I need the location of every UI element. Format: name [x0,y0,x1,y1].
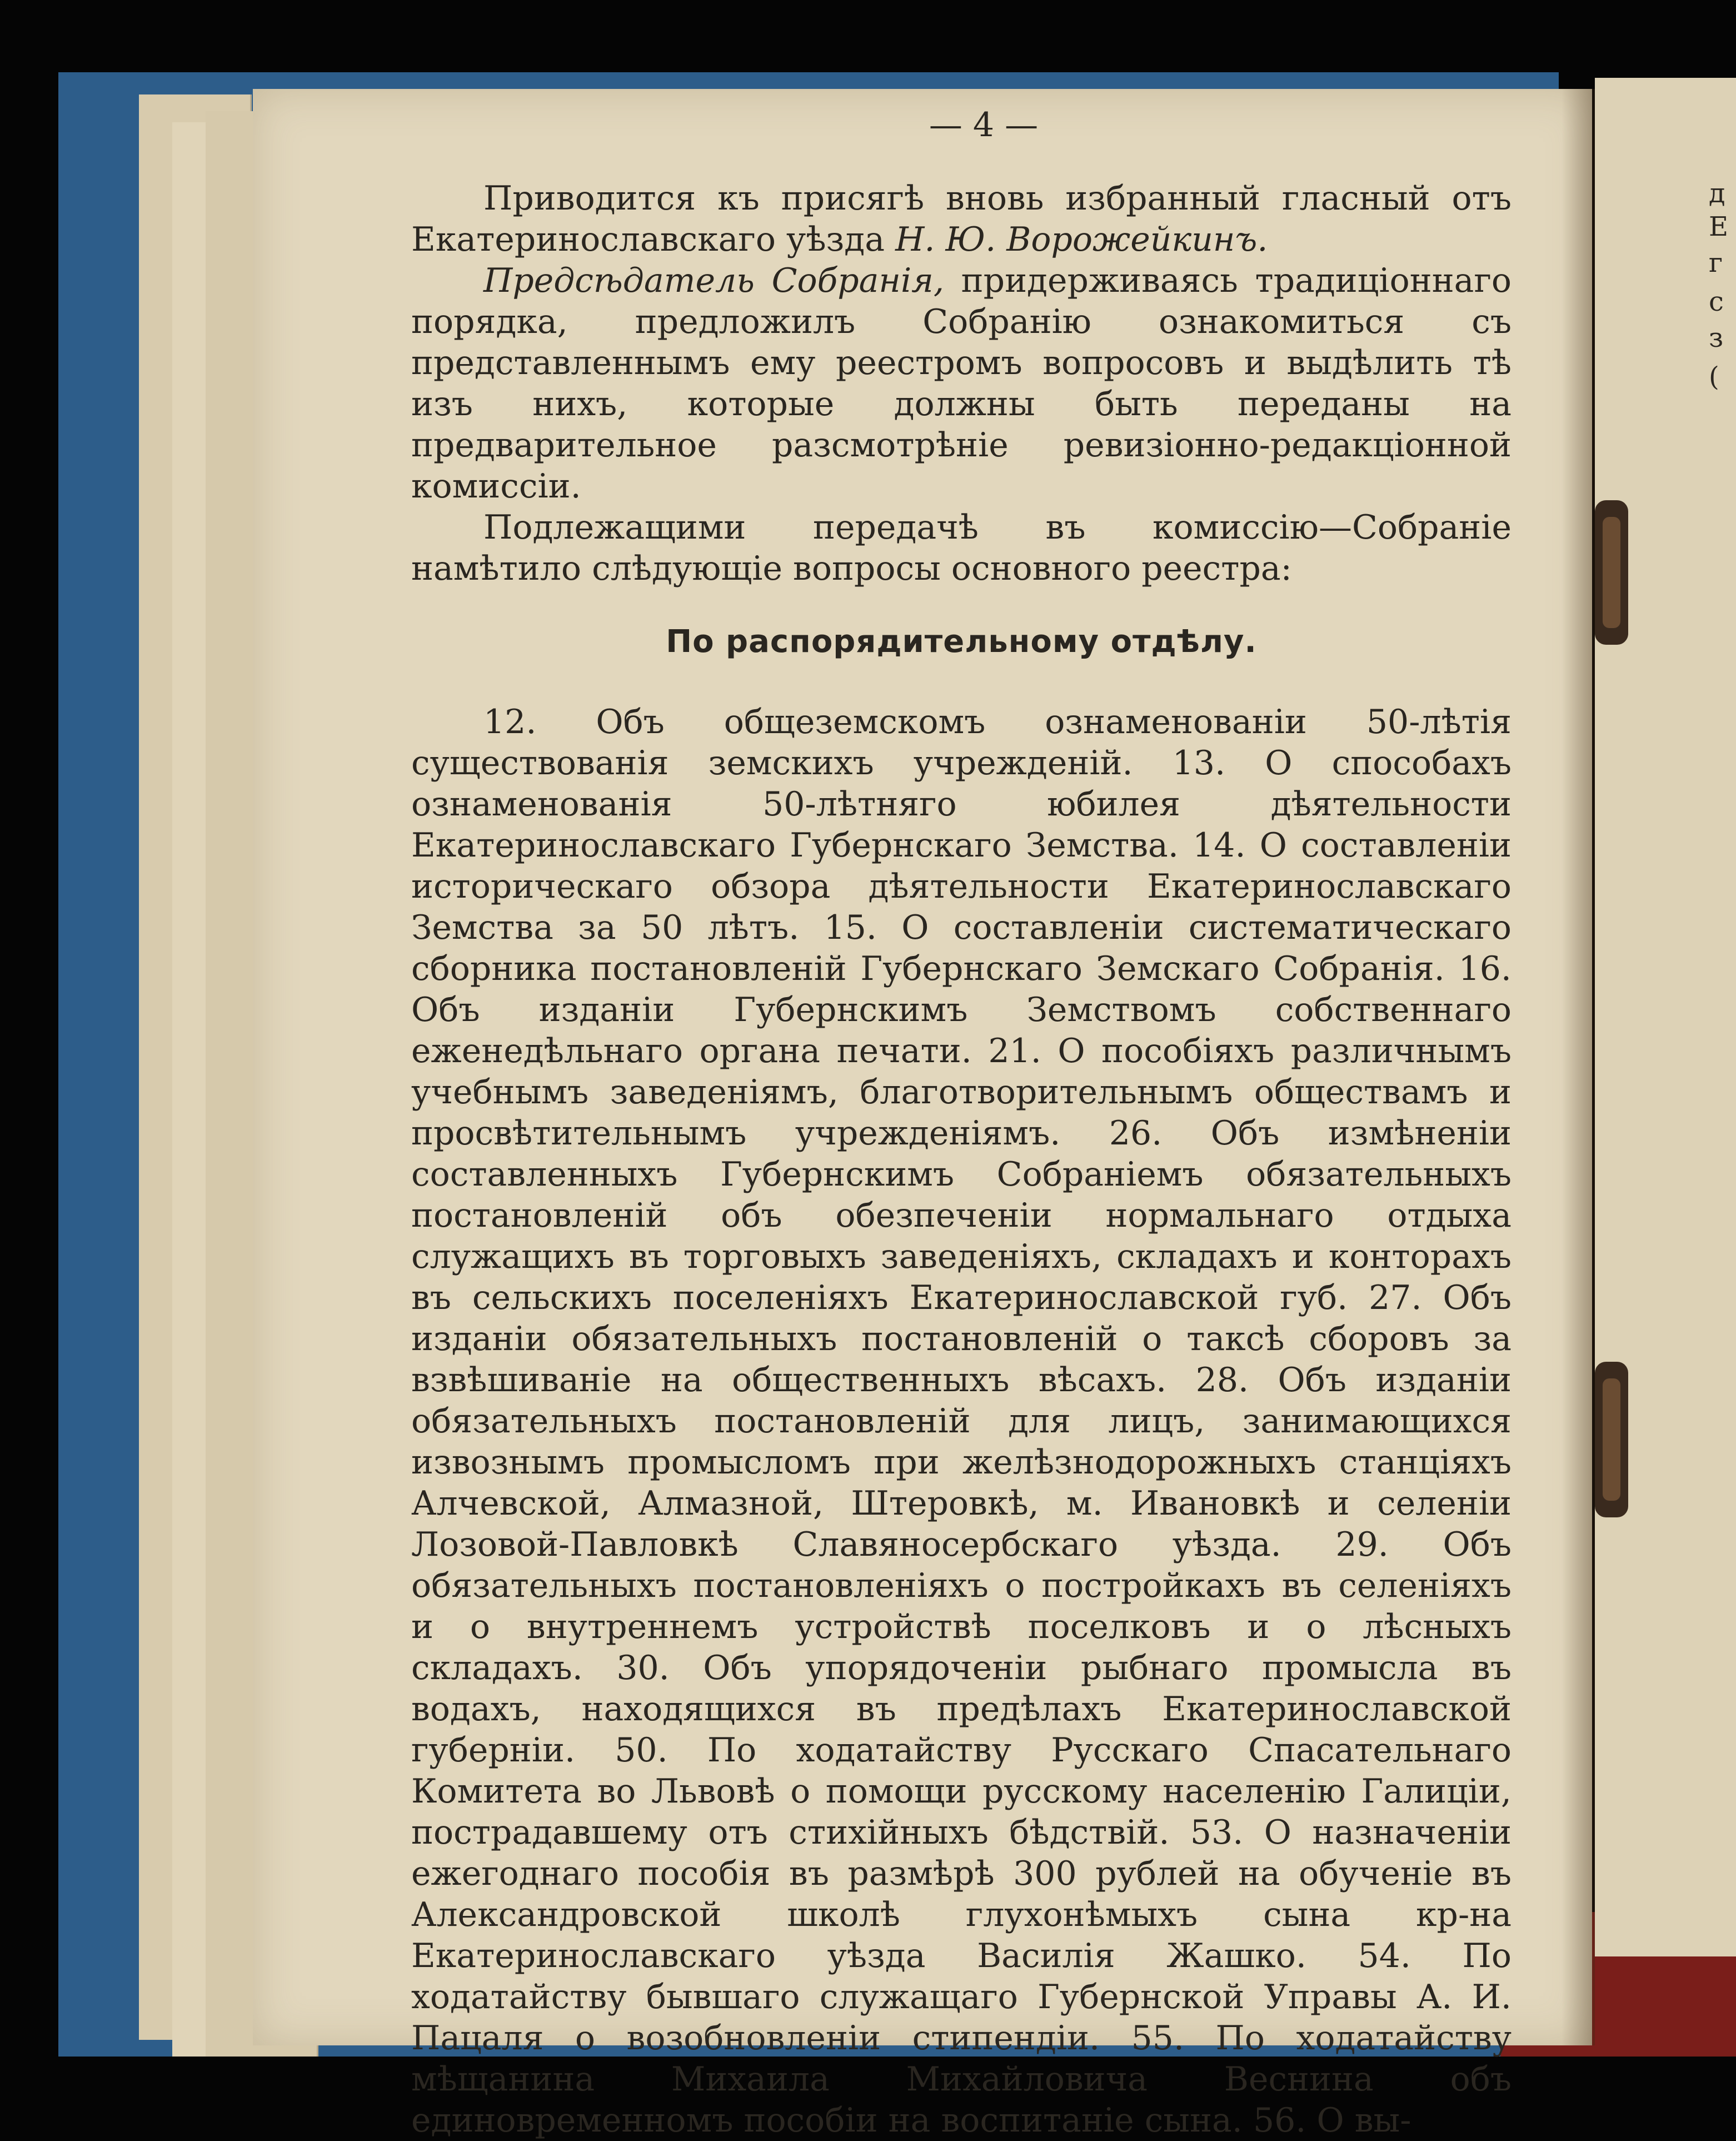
chairman-label: Предсѣдатель Собранія, [483,261,944,300]
paragraph [411,260,1511,507]
paragraph-text: придерживаясь традиціоннаго порядка, предложилъ Собранію ознакомиться съ представленнымъ ему реестромъ вопросовъ и выдѣлить тѣ изъ нихъ, которые должны быть переданы на предварительное разсмотрѣніе ревизіонно-редакціонной комиссіи. [411,261,1512,506]
spine-shadow [1562,89,1595,2045]
binder-clip-icon [1595,1362,1628,1517]
facing-page-fragment: з [1709,322,1724,353]
facing-page-fragment: г [1709,247,1723,278]
paragraph: Подлежащими передачѣ въ комиссію—Собраніе намѣтило слѣдующіе вопросы основного реестра: [411,508,1511,588]
binder-clip-icon [1595,500,1628,645]
facing-page-fragment: ( [1709,361,1719,392]
paragraph-text: Приводится къ присягѣ вновь избранный гласный отъ Екатеринославскаго уѣзда [411,179,1511,259]
deputy-name: Н. Ю. Ворожейкинъ. [895,220,1268,259]
page-body [411,178,1511,2141]
paragraph: 12. Объ общеземскомъ ознаменованіи 50-лѣтія существованія земскихъ учрежденій. 13. О способахъ ознаменованія 50-лѣтняго юбилея дѣятельности Екатеринославскаго Губернскаго Земства. 14. О составленіи историческаго обзора дѣятельности Екатеринославскаго Земства за 50 лѣтъ. 15. О составленіи систематическаго сборника постановленій Губернскаго Земскаго Собранія. 16. Объ изданіи Губернскимъ Земствомъ собственнаго еженедѣльнаго органа печати. 21. О пособіяхъ различнымъ учебнымъ заведеніямъ, благотворительнымъ обществамъ и просвѣтительнымъ учрежденіямъ. 26. Объ измѣненіи составленныхъ Губернскимъ Собраніемъ обязательныхъ постановленій объ обезпеченіи нормальнаго отдыха служащихъ въ торговыхъ заведеніяхъ, складахъ и конторахъ въ сельскихъ поселеніяхъ Екатеринославской губ. 27. Объ изданіи обязательныхъ постановленій о таксѣ сборовъ за взвѣшиваніе на общественныхъ вѣсахъ. 28. Объ изданіи обязательныхъ постановленій для лицъ, занимающихся извознымъ промысломъ при желѣзнодорожныхъ станціяхъ Алчевской, Алмазной, Штеровкѣ, м. Ивановкѣ и селеніи Лозовой-Павловкѣ Славяносербскаго уѣзда. 29. Объ обязательныхъ постановленіяхъ о постройкахъ въ селеніяхъ и о внутреннемъ устройствѣ поселковъ и о лѣсныхъ складахъ. 30. Объ упорядоченіи рыбнаго промысла въ водахъ, находящихся въ предѣлахъ Екатеринославской губерніи. 50. По ходатайству Русскаго Спасательнаго Комитета во Львовѣ о помощи русскому населенію Галиціи, пострадавшему отъ стихійныхъ бѣдствій. 53. О назначеніи ежегоднаго пособія въ размѣрѣ 300 рублей на обученіе въ Александровской школѣ глухонѣмыхъ сына кр-на Екатеринославскаго уѣзда Василія Жашко. 54. По ходатайству бывшаго служащаго Губернской Управы А. И. Пацаля о возобновленіи стипендіи. 55. По ходатайству мѣщанина Михаила Михайловича Веснина объ единовременномъ пособіи на воспитаніе сына. 56. О вы- [411,703,1511,2140]
facing-page-fragment: д [1709,178,1725,209]
section-heading: По распорядительному отдѣлу. [666,624,1257,660]
paragraph [411,178,1511,260]
page-number: — 4 — [929,106,1039,145]
facing-page-fragment: Е [1709,211,1729,242]
facing-page-fragment: с [1709,286,1724,317]
facing-page [1595,78,1736,1956]
